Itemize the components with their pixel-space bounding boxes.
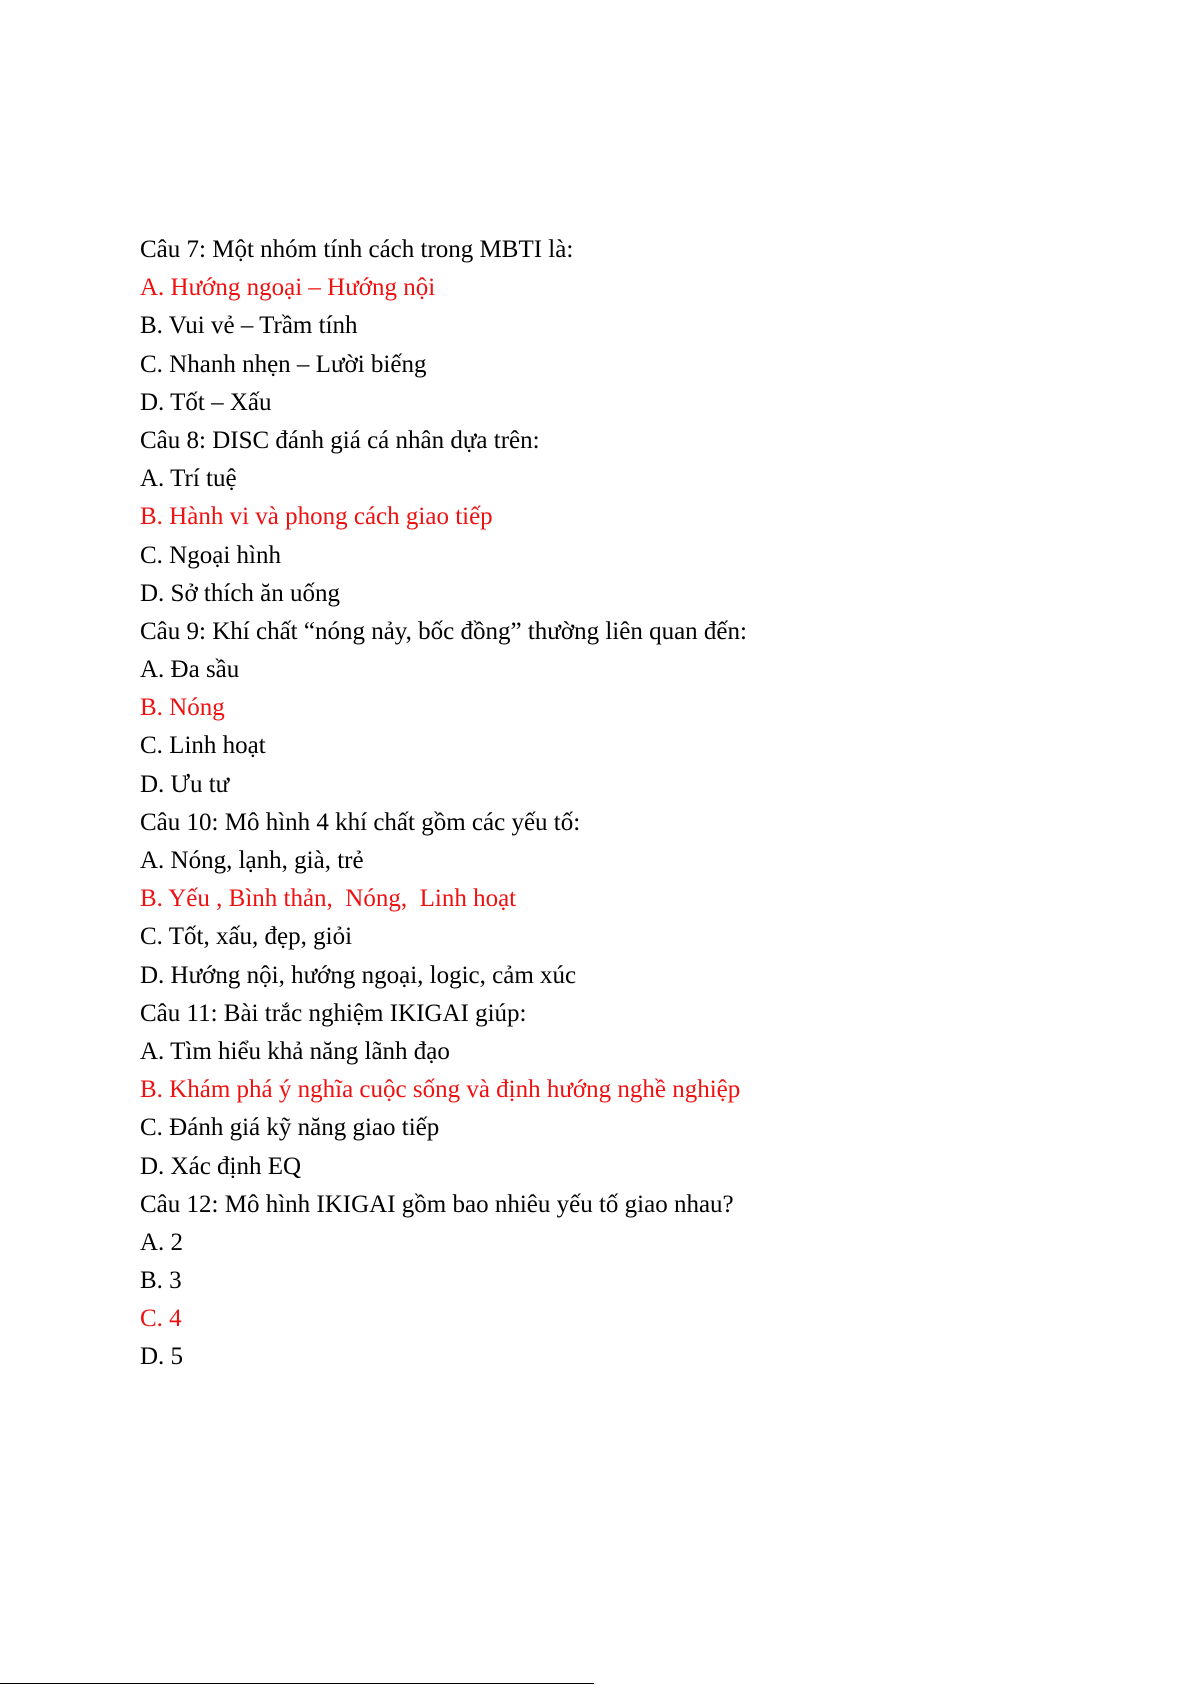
answer-12c: C. 4: [140, 1305, 182, 1333]
answer-9b: B. Nóng: [140, 694, 225, 722]
answer-12d: D. 5: [140, 1343, 184, 1371]
answer-10c: C. Tốt, xấu, đẹp, giỏi: [140, 923, 353, 951]
answer-11d: D. Xác định EQ: [140, 1152, 302, 1180]
answer-7d: D. Tốt – Xấu: [140, 388, 272, 416]
question-11: Câu 11: Bài trắc nghiệm IKIGAI giúp:: [140, 999, 527, 1027]
answer-7c: C. Nhanh nhẹn – Lười biếng: [140, 350, 427, 378]
answer-9c: C. Linh hoạt: [140, 732, 266, 760]
question-12: Câu 12: Mô hình IKIGAI gồm bao nhiêu yếu tố giao nhau?: [140, 1190, 734, 1218]
answer-12a: A. 2: [140, 1228, 184, 1256]
answer-10b: B. Yếu , Bình thản, Nóng, Linh hoạt: [140, 885, 517, 913]
answer-8d: D. Sở thích ăn uống: [140, 579, 341, 607]
question-8: Câu 8: DISC đánh giá cá nhân dựa trên:: [140, 426, 540, 454]
question-10: Câu 10: Mô hình 4 khí chất gồm các yếu tố:: [140, 808, 581, 836]
answer-8b: B. Hành vi và phong cách giao tiếp: [140, 503, 493, 531]
answer-11a: A. Tìm hiểu khả năng lãnh đạo: [140, 1037, 450, 1065]
answer-11c: C. Đánh giá kỹ năng giao tiếp: [140, 1114, 440, 1142]
footnote-divider: [0, 1683, 594, 1684]
question-9: Câu 9: Khí chất “nóng nảy, bốc đồng” thường liên quan đến:: [140, 617, 747, 645]
answer-9a: A. Đa sầu: [140, 656, 240, 684]
answer-8a: A. Trí tuệ: [140, 465, 237, 493]
answer-10a: A. Nóng, lạnh, già, trẻ: [140, 847, 364, 874]
quiz-content: [140, 231, 1140, 1377]
question-7: Câu 7: Một nhóm tính cách trong MBTI là:: [140, 236, 574, 263]
answer-11b: B. Khám phá ý nghĩa cuộc sống và định hướng nghề nghiệp: [140, 1076, 741, 1104]
answer-7a: A. Hướng ngoại – Hướng nội: [140, 274, 436, 302]
answer-12b: B. 3: [140, 1267, 182, 1295]
answer-9d: D. Ưu tư: [140, 770, 230, 798]
answer-8c: C. Ngoại hình: [140, 541, 281, 569]
answer-10d: D. Hướng nội, hướng ngoại, logic, cảm xúc: [140, 961, 577, 989]
answer-7b: B. Vui vẻ – Trầm tính: [140, 312, 358, 340]
